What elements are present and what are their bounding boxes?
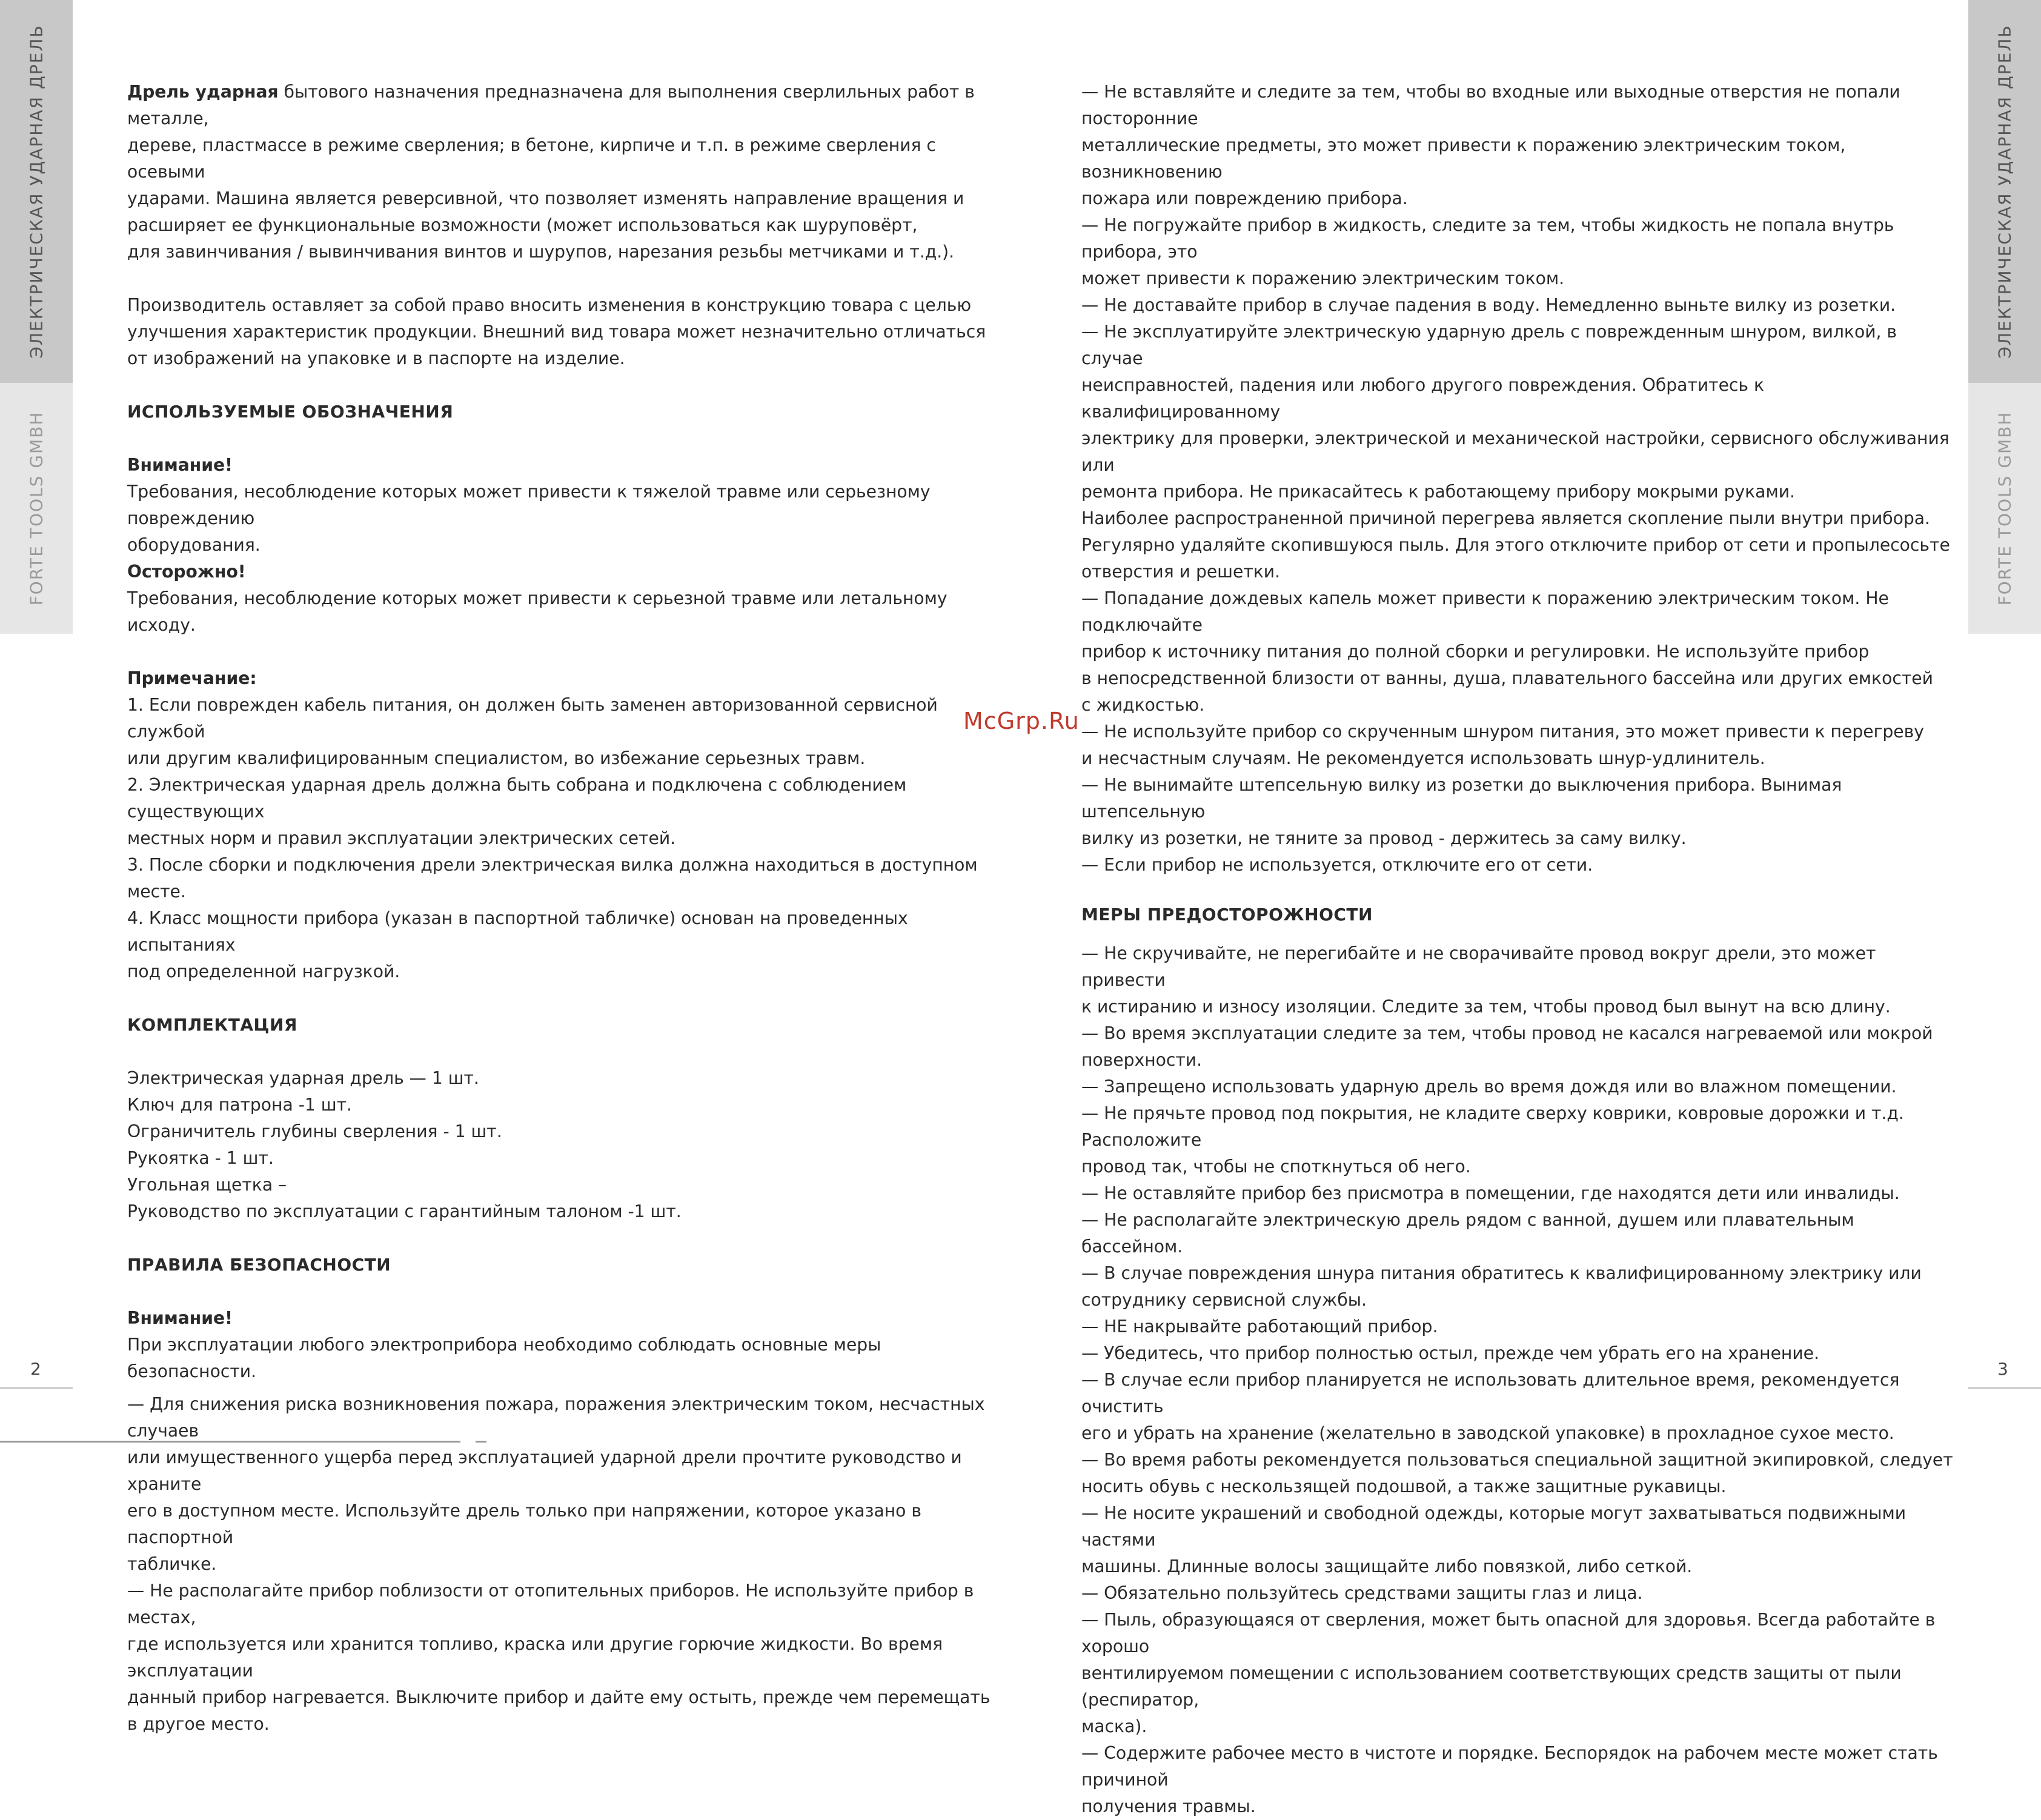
note-line: 2. Электрическая ударная дрель должна быть собрана и подключена с соблюдением существующих bbox=[127, 775, 907, 822]
safety-line: — Для снижения риска возникновения пожара, поражения электрическим током, несчастных случаев bbox=[127, 1394, 985, 1441]
safety-attention-label: Внимание! bbox=[127, 1308, 233, 1328]
caution-label: Осторожно! bbox=[127, 562, 246, 582]
left-tab-title bbox=[0, 0, 73, 383]
note-line: или другим квалифицированным специалистом, во избежание серьезных травм. bbox=[127, 748, 866, 768]
rule-line: вилку из розетки, не тяните за провод - держитесь за саму вилку. bbox=[1081, 828, 1687, 848]
safety-line: где используется или хранится топливо, краска или другие горючие жидкости. Во время эксплуатации bbox=[127, 1634, 943, 1681]
precaution-line: — В случае повреждения шнура питания обратитесь к квалифицированному электрику или bbox=[1081, 1263, 1922, 1283]
rule-line: с жидкостью. bbox=[1081, 695, 1205, 715]
precaution-line: — Не скручивайте, не перегибайте и не сворачивайте провод вокруг дрели, это может привести bbox=[1081, 943, 1876, 990]
intro-bold: Дрель ударная bbox=[127, 82, 279, 102]
safety-line: данный прибор нагревается. Выключите прибор и дайте ему остыть, прежде чем перемещать bbox=[127, 1687, 991, 1707]
intro-line: ударами. Машина является реверсивной, что позволяет изменять направление вращения и bbox=[127, 188, 964, 208]
precaution-line: маска). bbox=[1081, 1716, 1147, 1736]
rule-line: ремонта прибора. Не прикасайтесь к работающему прибору мокрыми руками. bbox=[1081, 482, 1795, 502]
right-tab-brand-text: FORTE TOOLS GMBH bbox=[1994, 411, 2015, 606]
rule-line: — Попадание дождевых капель может привести к поражению электрическим током. Не подключайте bbox=[1081, 588, 1889, 635]
rule-line: — Если прибор не используется, отключите его от сети. bbox=[1081, 855, 1593, 875]
safety-heading: ПРАВИЛА БЕЗОПАСНОСТИ bbox=[127, 1255, 391, 1275]
note-line: под определенной нагрузкой. bbox=[127, 961, 400, 981]
precaution-line: носить обувь с нескользящей подошвой, а также защитные рукавицы. bbox=[1081, 1476, 1727, 1496]
left-tab-brand-text: FORTE TOOLS GMBH bbox=[26, 411, 47, 606]
kit-item: Ограничитель глубины сверления - 1 шт. bbox=[127, 1121, 502, 1141]
precaution-line: — Убедитесь, что прибор полностью остыл, прежде чем убрать его на хранение. bbox=[1081, 1343, 1819, 1363]
page-number-right: 3 bbox=[1997, 1359, 2008, 1379]
rule-line: и несчастным случаям. Не рекомендуется использовать шнур-удлинитель. bbox=[1081, 748, 1765, 768]
maker-line: от изображений на упаковке и в паспорте на изделие. bbox=[127, 348, 625, 368]
precaution-line: машины. Длинные волосы защищайте либо повязкой, либо сеткой. bbox=[1081, 1556, 1693, 1576]
safety-line: в другое место. bbox=[127, 1714, 270, 1734]
right-tab-brand bbox=[1968, 383, 2041, 634]
symbols-heading: ИСПОЛЬЗУЕМЫЕ ОБОЗНАЧЕНИЯ bbox=[127, 402, 454, 422]
footer-rule bbox=[0, 1441, 460, 1443]
rule-line: в непосредственной близости от ванны, душа, плавательного бассейна или других емкостей bbox=[1081, 668, 1933, 688]
rule-line: металлические предметы, это может привести к поражению электрическим током, возникновению bbox=[1081, 135, 1846, 182]
rule-line: отверстия и решетки. bbox=[1081, 562, 1281, 582]
precautions-heading: МЕРЫ ПРЕДОСТОРОЖНОСТИ bbox=[1081, 905, 1373, 925]
left-column bbox=[127, 79, 1000, 1738]
page-number-left: 2 bbox=[30, 1359, 41, 1379]
rule-line: пожара или повреждению прибора. bbox=[1081, 188, 1408, 208]
rule-line: электрику для проверки, электрической и механической настройки, сервисного обслуживания или bbox=[1081, 428, 1950, 475]
kit-item: Электрическая ударная дрель — 1 шт. bbox=[127, 1068, 479, 1088]
precaution-line: к истиранию и износу изоляции. Следите за тем, чтобы провод был вынут на всю длину. bbox=[1081, 997, 1891, 1017]
rule-line: прибор к источнику питания до полной сборки и регулировки. Не используйте прибор bbox=[1081, 642, 1870, 662]
safety-line: или имущественного ущерба перед эксплуатацией ударной дрели прочтите руководство и храните bbox=[127, 1447, 962, 1494]
rule-line: Регулярно удаляйте скопившуюся пыль. Для этого отключите прибор от сети и пропылесосьте bbox=[1081, 535, 1950, 555]
precaution-line: — Не располагайте электрическую дрель рядом с ванной, душем или плавательным бассейном. bbox=[1081, 1210, 1854, 1257]
precaution-line: — НЕ накрывайте работающий прибор. bbox=[1081, 1317, 1438, 1337]
left-tab-title-text: ЭЛЕКТРИЧЕСКАЯ УДАРНАЯ ДРЕЛЬ bbox=[26, 24, 47, 359]
precaution-line: — Во время эксплуатации следите за тем, чтобы провод не касался нагреваемой или мокрой поверхности. bbox=[1081, 1023, 1933, 1070]
precaution-line: — Во время работы рекомендуется пользоваться специальной защитной экипировкой, следует bbox=[1081, 1450, 1953, 1470]
rule-line: — Не погружайте прибор в жидкость, следите за тем, чтобы жидкость не попала внутрь прибора, это bbox=[1081, 215, 1894, 262]
attention-label: Внимание! bbox=[127, 455, 233, 475]
intro-line: для завинчивания / вывинчивания винтов и шурупов, нарезания резьбы метчиками и т.д.). bbox=[127, 242, 955, 262]
intro-line: бытового назначения предназначена для выполнения сверлильных работ в металле, bbox=[127, 82, 975, 128]
precaution-line: — Обязательно пользуйтесь средствами защиты глаз и лица. bbox=[1081, 1583, 1643, 1603]
rule-line: может привести к поражению электрическим током. bbox=[1081, 268, 1565, 288]
precaution-line: — Не прячьте провод под покрытия, не кладите сверху коврики, ковровые дорожки и т.д. Расположите bbox=[1081, 1103, 1904, 1150]
intro-paragraph bbox=[127, 79, 1000, 132]
rule-line: неисправностей, падения или любого другого повреждения. Обратитесь к квалифицированному bbox=[1081, 375, 1765, 422]
right-tab-title-text: ЭЛЕКТРИЧЕСКАЯ УДАРНАЯ ДРЕЛЬ bbox=[1994, 24, 2015, 359]
intro-line: дереве, пластмассе в режиме сверления; в бетоне, кирпиче и т.п. в режиме сверления с осевыми bbox=[127, 135, 936, 182]
attention-line: оборудования. bbox=[127, 535, 261, 555]
attention-line: Требования, несоблюдение которых может привести к тяжелой травме или серьезному повреждению bbox=[127, 482, 931, 528]
kit-item: Руководство по эксплуатации с гарантийным талоном -1 шт. bbox=[127, 1201, 682, 1221]
watermark: McGrp.Ru bbox=[963, 708, 1080, 734]
kit-item: Ключ для патрона -1 шт. bbox=[127, 1095, 352, 1115]
precaution-line: — Содержите рабочее место в чистоте и порядке. Беспорядок на рабочем месте может стать причиной bbox=[1081, 1743, 1938, 1790]
precaution-line: — Не носите украшений и свободной одежды, которые могут захватываться подвижными частями bbox=[1081, 1503, 1907, 1550]
kit-item: Угольная щетка – bbox=[127, 1175, 287, 1195]
note-line: 3. После сборки и подключения дрели электрическая вилка должна находиться в доступном месте. bbox=[127, 855, 978, 902]
intro-line: расширяет ее функциональные возможности (может использоваться как шуруповёрт, bbox=[127, 215, 918, 235]
precaution-line: — В случае если прибор планируется не использовать длительное время, рекомендуется очистить bbox=[1081, 1370, 1900, 1416]
precaution-line: — Запрещено использовать ударную дрель во время дождя или во влажном помещении. bbox=[1081, 1077, 1897, 1097]
rule-line: — Не используйте прибор со скрученным шнуром питания, это может привести к перегреву bbox=[1081, 722, 1924, 742]
footer-dash bbox=[476, 1441, 486, 1443]
safety-line: — Не располагайте прибор поблизости от отопительных приборов. Не используйте прибор в местах, bbox=[127, 1581, 974, 1627]
precaution-line: вентилируемом помещении с использованием соответствующих средств защиты от пыли (респиратор, bbox=[1081, 1663, 1902, 1710]
safety-line: его в доступном месте. Используйте дрель только при напряжении, которое указано в паспортной bbox=[127, 1501, 921, 1547]
maker-line: улучшения характеристик продукции. Внешний вид товара может незначительно отличаться bbox=[127, 322, 986, 342]
bottom-rule-left bbox=[0, 1387, 73, 1389]
safety-line: табличке. bbox=[127, 1554, 217, 1574]
maker-line: Производитель оставляет за собой право вносить изменения в конструкцию товара с целью bbox=[127, 295, 972, 315]
safety-attention-line: При эксплуатации любого электроприбора необходимо соблюдать основные меры безопасности. bbox=[127, 1335, 881, 1381]
note-label: Примечание: bbox=[127, 668, 257, 688]
precaution-line: провод так, чтобы не споткнуться об него. bbox=[1081, 1157, 1471, 1177]
rule-line: Наиболее распространенной причиной перегрева является скопление пыли внутри прибора. bbox=[1081, 508, 1931, 528]
precaution-line: получения травмы. bbox=[1081, 1796, 1256, 1816]
right-column bbox=[1081, 79, 1954, 1820]
precaution-line: — Пыль, образующаяся от сверления, может быть опасной для здоровья. Всегда работайте в хорошо bbox=[1081, 1610, 1936, 1656]
bottom-rule-right bbox=[1968, 1387, 2041, 1389]
kit-item: Рукоятка - 1 шт. bbox=[127, 1148, 274, 1168]
left-tab-brand bbox=[0, 383, 73, 634]
rule-line: — Не вынимайте штепсельную вилку из розетки до выключения прибора. Вынимая штепсельную bbox=[1081, 775, 1842, 822]
rule-line: — Не эксплуатируйте электрическую ударную дрель с поврежденным шнуром, вилкой, в случае bbox=[1081, 322, 1897, 368]
precaution-line: — Не оставляйте прибор без присмотра в помещении, где находятся дети или инвалиды. bbox=[1081, 1183, 1900, 1203]
caution-line: Требования, несоблюдение которых может привести к серьезной травме или летальному исходу. bbox=[127, 588, 947, 635]
kit-heading: КОМПЛЕКТАЦИЯ bbox=[127, 1015, 297, 1035]
note-line: 4. Класс мощности прибора (указан в паспортной табличке) основан на проведенных испытаниях bbox=[127, 908, 908, 955]
right-tab-title bbox=[1968, 0, 2041, 383]
rule-line: — Не вставляйте и следите за тем, чтобы во входные или выходные отверстия не попали посторонние bbox=[1081, 82, 1900, 128]
note-line: местных норм и правил эксплуатации электрических сетей. bbox=[127, 828, 676, 848]
precaution-line: сотруднику сервисной службы. bbox=[1081, 1290, 1367, 1310]
rule-line: — Не доставайте прибор в случае падения в воду. Немедленно выньте вилку из розетки. bbox=[1081, 295, 1896, 315]
note-line: 1. Если поврежден кабель питания, он должен быть заменен авторизованной сервисной службой bbox=[127, 695, 938, 742]
precaution-line: его и убрать на хранение (желательно в заводской упаковке) в прохладное сухое место. bbox=[1081, 1423, 1894, 1443]
